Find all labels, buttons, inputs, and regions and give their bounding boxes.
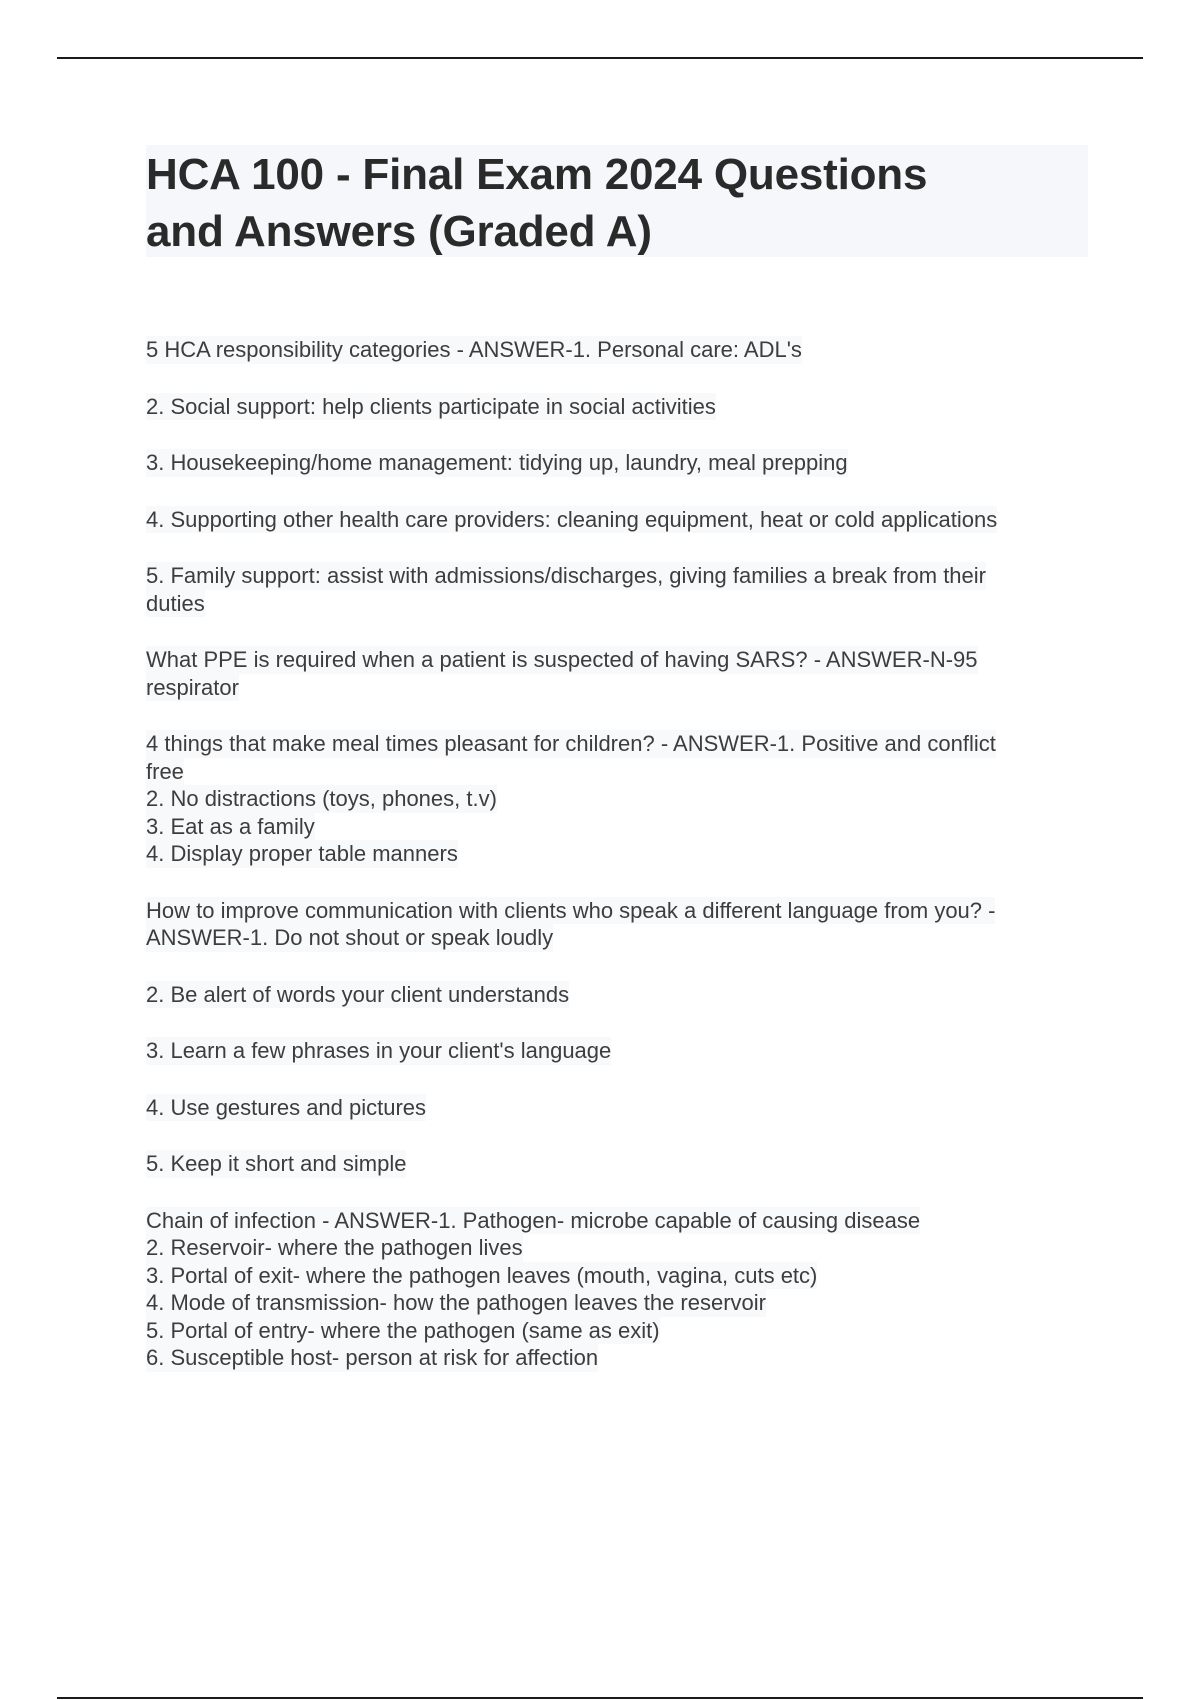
text-line: How to improve communication with clients who speak a different language from you? -	[146, 897, 996, 923]
document-title	[146, 146, 1088, 260]
text-line: free	[146, 758, 184, 784]
text-line: 5. Keep it short and simple	[146, 1151, 407, 1176]
text-line: 3. Learn a few phrases in your client's language	[146, 1038, 612, 1063]
bottom-rule	[57, 1697, 1143, 1699]
paragraph-alert-words	[146, 981, 1086, 1009]
text-line: ANSWER-1. Do not shout or speak loudly	[146, 925, 554, 950]
text-line: 3. Eat as a family	[146, 813, 315, 839]
text-line: 2. Reservoir- where the pathogen lives	[146, 1235, 523, 1260]
text-line: respirator	[146, 674, 239, 700]
document-body	[146, 336, 1086, 1401]
document-title-line-1: HCA 100 - Final Exam 2024 Questions	[146, 150, 928, 199]
paragraph-social-support	[146, 393, 1086, 421]
text-line: 4. Mode of transmission- how the pathogen leaves the reservoir	[146, 1290, 766, 1315]
text-line: 2. Social support: help clients participate in social activities	[146, 393, 716, 419]
paragraph-housekeeping	[146, 449, 1086, 477]
paragraph-meal-times	[146, 730, 1086, 868]
paragraph-chain-of-infection	[146, 1207, 1086, 1372]
text-line: What PPE is required when a patient is suspected of having SARS? - ANSWER-N-95	[146, 647, 978, 672]
text-line: 3. Portal of exit- where the pathogen leaves (mouth, vagina, cuts etc)	[146, 1262, 818, 1288]
text-line: Chain of infection - ANSWER-1. Pathogen- microbe capable of causing disease	[146, 1207, 921, 1233]
text-line: 4. Supporting other health care providers: cleaning equipment, heat or cold applications	[146, 506, 998, 532]
text-line: 5 HCA responsibility categories - ANSWER-1. Personal care: ADL's	[146, 337, 802, 362]
text-line: 6. Susceptible host- person at risk for affection	[146, 1345, 599, 1370]
text-line: 4 things that make meal times pleasant for children? - ANSWER-1. Positive and conflict	[146, 731, 996, 756]
text-line: 5. Portal of entry- where the pathogen (same as exit)	[146, 1317, 660, 1343]
paragraph-responsibilities	[146, 336, 1086, 364]
text-line: 5. Family support: assist with admissions/discharges, giving families a break from their	[146, 563, 986, 588]
paragraph-ppe-sars	[146, 646, 1086, 701]
text-line: duties	[146, 590, 205, 616]
text-line: 2. Be alert of words your client understands	[146, 981, 570, 1007]
paragraph-family-support	[146, 562, 1086, 617]
text-line: 4. Display proper table manners	[146, 841, 458, 866]
document-title-line-2: and Answers (Graded A)	[146, 207, 652, 256]
text-line: 3. Housekeeping/home management: tidying up, laundry, meal prepping	[146, 450, 848, 475]
text-line: 2. No distractions (toys, phones, t.v)	[146, 786, 497, 811]
text-line: 4. Use gestures and pictures	[146, 1094, 427, 1120]
paragraph-supporting-providers	[146, 506, 1086, 534]
paragraph-short-simple	[146, 1150, 1086, 1178]
top-rule	[57, 57, 1143, 59]
paragraph-learn-phrases	[146, 1037, 1086, 1065]
paragraph-gestures	[146, 1094, 1086, 1122]
paragraph-communication	[146, 897, 1086, 952]
